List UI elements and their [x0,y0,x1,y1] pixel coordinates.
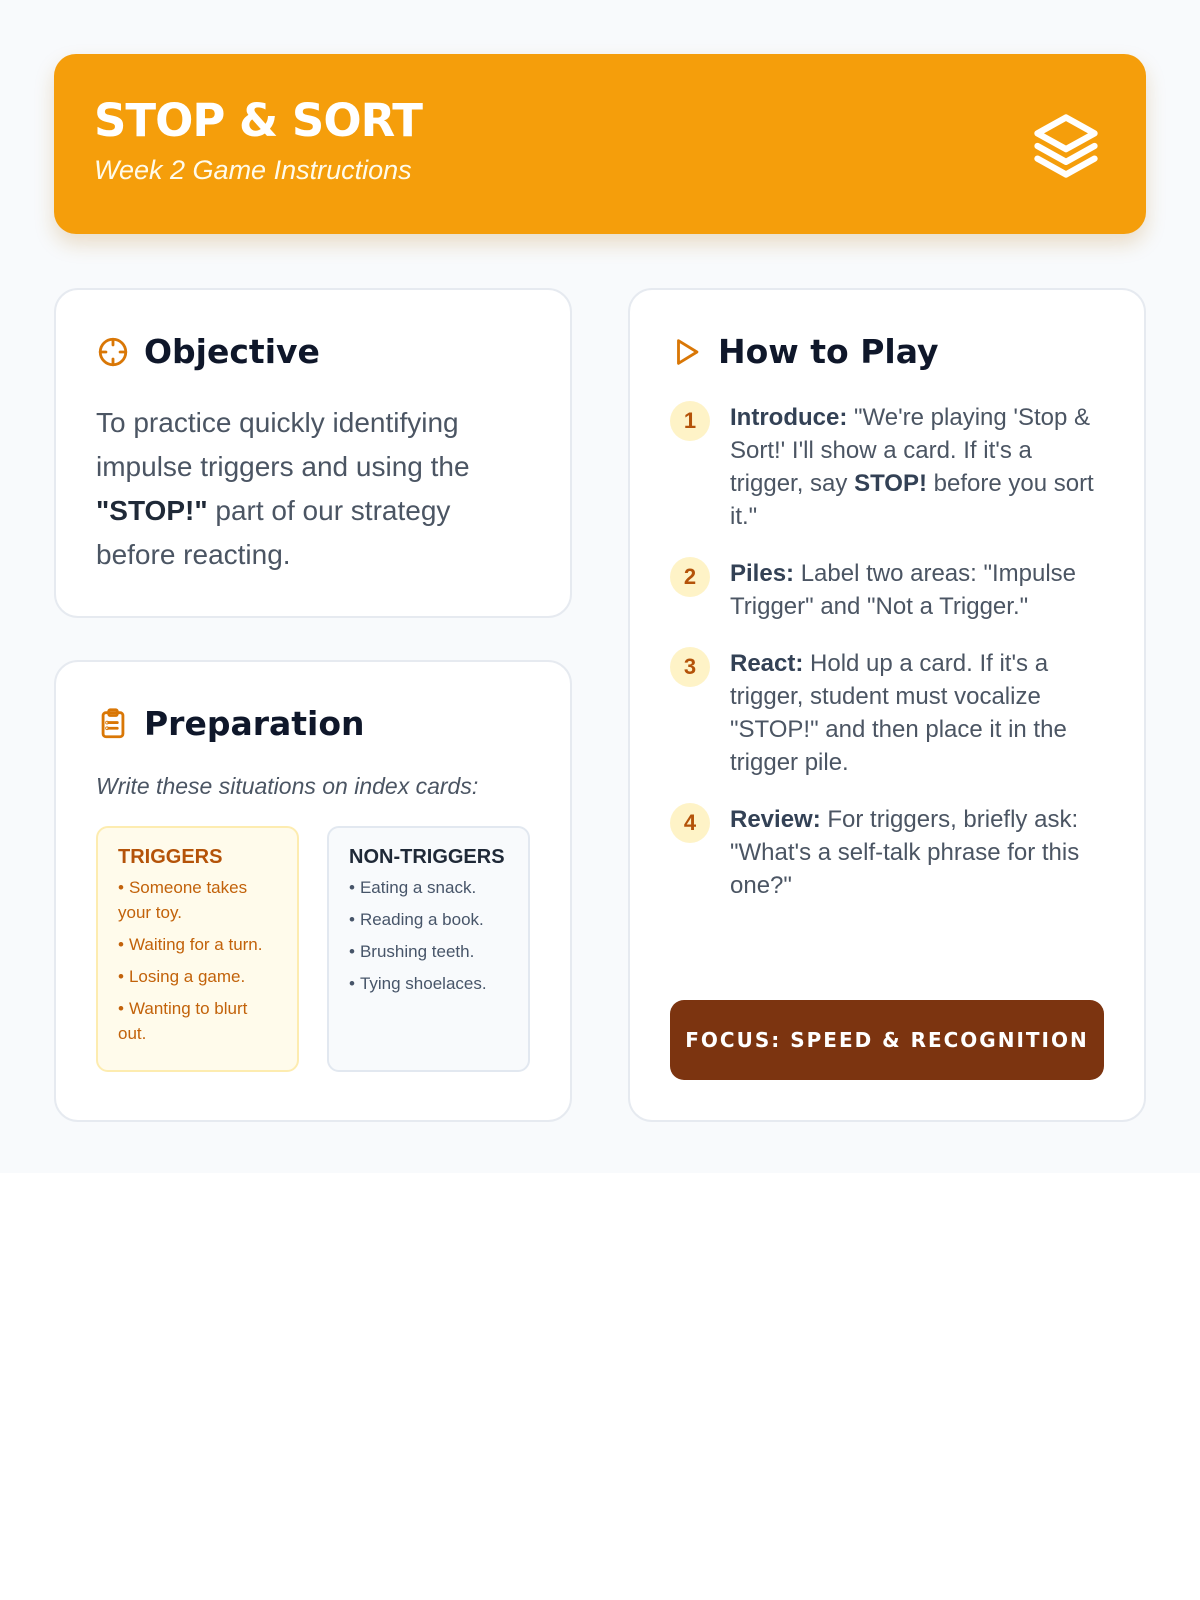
focus-badge: FOCUS: SPEED & RECOGNITION [670,1000,1104,1080]
step-number: 1 [670,401,710,441]
step-number: 4 [670,803,710,843]
how-to-play-card [628,288,1146,1122]
objective-card [54,288,572,618]
step-label: Piles: [730,560,795,587]
list-item: • Waiting for a turn. [118,932,277,957]
page-subtitle: Week 2 Game Instructions [94,155,412,185]
clipboard-icon [96,707,130,741]
step-label: Introduce: [730,404,848,431]
preparation-title: Preparation [144,704,365,743]
step-label: Review: [730,806,821,833]
step-item: 3 React: Hold up a card. If it's a trigger, student must vocalize "STOP!" and then place it in the trigger pile. [670,647,1104,779]
objective-text: To practice quickly identifying impulse triggers and using the "STOP!" part of our strategy before reacting. [96,407,470,570]
step-label: React: [730,650,804,677]
objective-title: Objective [144,332,320,371]
play-icon [670,335,704,369]
non-triggers-heading: NON-TRIGGERS [349,846,505,868]
header-banner [54,54,1146,234]
non-triggers-list [327,826,530,1072]
crosshair-icon [96,335,130,369]
list-item: • Wanting to blurt out. [118,996,277,1046]
list-item: • Brushing teeth. [349,939,508,964]
preparation-intro: Write these situations on index cards: [96,773,479,799]
step-item: 2 Piles: Label two areas: "Impulse Trigger" and "Not a Trigger." [670,557,1104,623]
list-item: • Tying shoelaces. [349,971,508,996]
stop-emphasis: "STOP!" [96,495,208,526]
preparation-card [54,660,572,1122]
list-item: • Reading a book. [349,907,508,932]
page-title: STOP & SORT [94,94,422,147]
how-to-play-title: How to Play [718,332,939,371]
triggers-list [96,826,299,1072]
step-number: 2 [670,557,710,597]
list-item: • Losing a game. [118,964,277,989]
triggers-heading: TRIGGERS [118,846,223,868]
layers-icon [1028,108,1104,184]
step-item: 1 Introduce: "We're playing 'Stop & Sort!' I'll show a card. If it's a trigger, say STOP! before you sort it." [670,401,1104,533]
list-item: • Someone takes your toy. [118,875,277,925]
list-item: • Eating a snack. [349,875,508,900]
step-number: 3 [670,647,710,687]
step-item: 4 Review: For triggers, briefly ask: "What's a self-talk phrase for this one?" [670,803,1104,902]
